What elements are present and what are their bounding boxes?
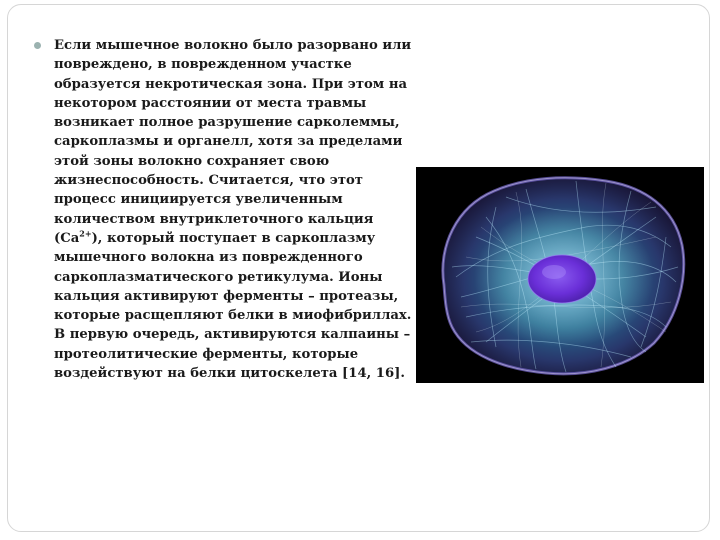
text-line: процесс инициируется увеличенным [54,192,343,208]
text-line: жизнеспособность. Считается, что этот [54,173,363,189]
bullet-text-block [34,36,412,383]
cell-micrograph [416,167,704,383]
calcium-symbol: (Ca [54,230,80,246]
text-line: некотором расстоянии от места травмы [54,95,367,111]
text-line: саркоплазматического ретикулума. Ионы [54,269,383,285]
text-line: Если мышечное волокно было разорвано или [54,38,412,53]
bullet-icon [34,42,41,49]
text-line: этой зоны волокно сохраняет свою [54,153,330,169]
text-line: повреждено, в поврежденном участке [54,57,352,73]
text-line: мышечного волокна из поврежденного [54,250,363,266]
cell-micrograph-svg [416,167,704,383]
text-line: количеством внутриклеточного кальция [54,211,374,227]
text-line: кальция активируют ферменты – протеазы, [54,288,399,304]
text-line-calcium [54,229,404,248]
text-line: воздействуют на белки цитоскелета [14, 16]. [54,366,405,382]
text-line: образуется некротическая зона. При этом на [54,76,408,92]
text-line: которые расщепляют белки в миофибриллах. [54,308,412,324]
text-line: возникает полное разрушение сарколеммы, [54,115,400,131]
text-line: В первую очередь, активируются калпаины – [54,327,411,343]
text-line: протеолитические ферменты, которые [54,346,359,362]
calcium-charge: 2+ [79,228,92,239]
bullet-paragraph [34,36,412,383]
calcium-line-rest: ), который поступает в саркоплазму [91,230,376,246]
text-line: саркоплазмы и органелл, хотя за пределами [54,134,403,150]
nucleus [528,255,596,303]
